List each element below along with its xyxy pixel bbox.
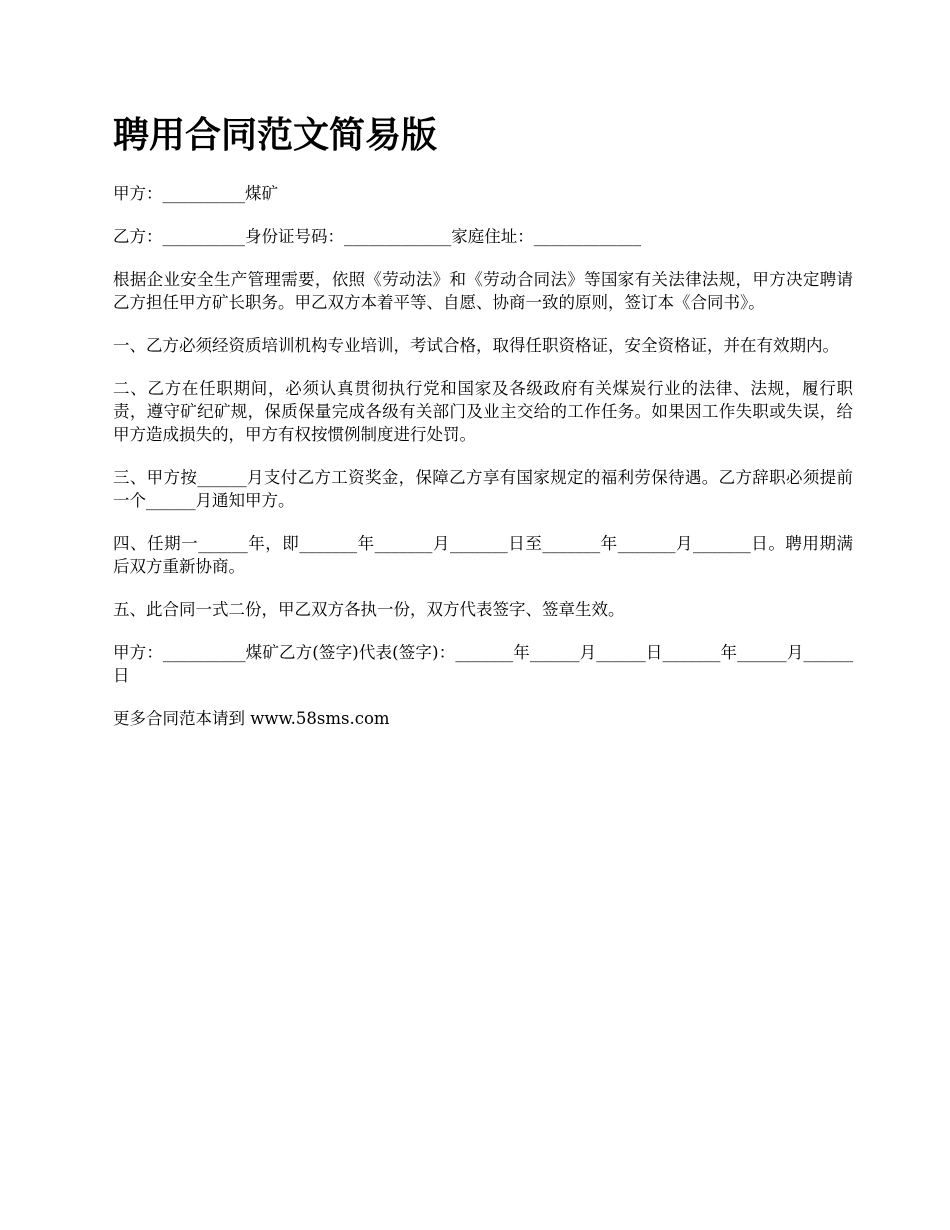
- clause-4: 四、任期一______年，即_______年_______月_______日至_______年_______月_______日。聘用期满后双方重新协商。: [113, 534, 853, 576]
- document-title: 聘用合同范文简易版: [113, 115, 438, 156]
- party-b-line: 乙方：__________身份证号码：_____________家庭住址：_____________: [113, 227, 641, 246]
- signature-line: 甲方：__________煤矿乙方(签字)代表(签字)：_______年______月______日_______年______月______日: [113, 643, 853, 685]
- preamble-paragraph: 根据企业安全生产管理需要，依照《劳动法》和《劳动合同法》等国家有关法律法规，甲方决定聘请乙方担任甲方矿长职务。甲乙双方本着平等、自愿、协商一致的原则，签订本《合同书》。: [113, 270, 853, 312]
- clause-1: 一、乙方必须经资质培训机构专业培训，考试合格，取得任职资格证，安全资格证，并在有效期内。: [113, 336, 839, 355]
- clause-2: 二、乙方在任职期间，必须认真贯彻执行党和国家及各级政府有关煤炭行业的法律、法规，履行职责，遵守矿纪矿规，保质保量完成各级有关部门及业主交给的工作任务。如果因工作失职或失误，给甲方造成损失的，甲方有权按惯例制度进行处罚。: [113, 379, 853, 444]
- party-a-line: 甲方：__________煤矿: [113, 184, 278, 203]
- clause-3: 三、甲方按______月支付乙方工资奖金，保障乙方享有国家规定的福利劳保待遇。乙方辞职必须提前一个______月通知甲方。: [113, 468, 853, 510]
- clause-5: 五、此合同一式二份，甲乙双方各执一份，双方代表签字、签章生效。: [113, 600, 625, 619]
- contract-document: [113, 112, 853, 730]
- footer-note: 更多合同范本请到 www.58sms.com: [113, 709, 390, 728]
